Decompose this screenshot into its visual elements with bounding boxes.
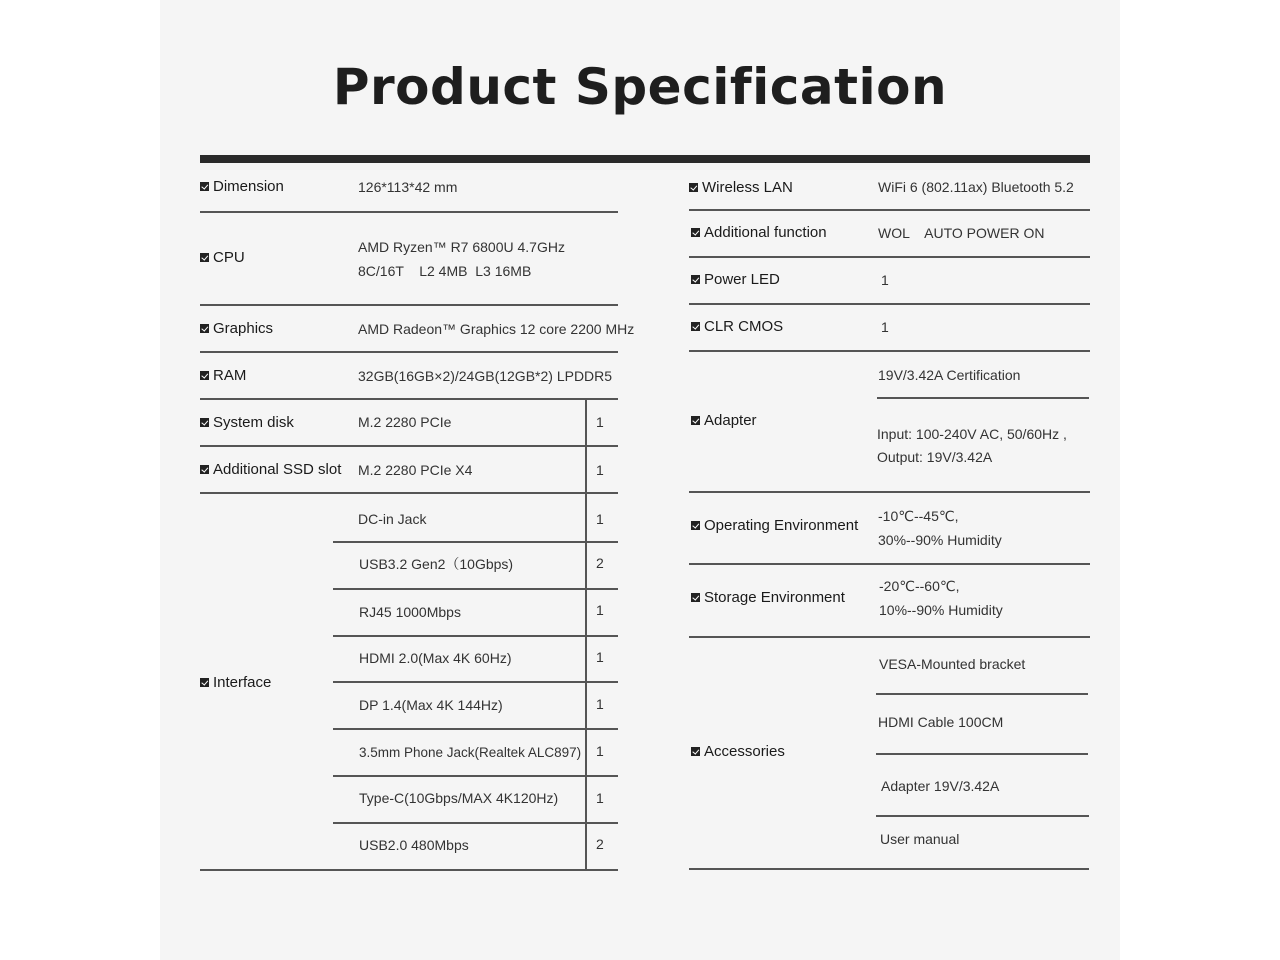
- label-text: CLR CMOS: [704, 318, 784, 335]
- checkbox-icon: [691, 322, 700, 331]
- divider: [333, 728, 618, 730]
- accessory-item: User manual: [880, 831, 960, 847]
- row-additional-value: WOL AUTO POWER ON: [878, 225, 1045, 241]
- accessory-item: HDMI Cable 100CM: [878, 714, 1004, 730]
- row-operating-value-2: 30%--90% Humidity: [878, 532, 1002, 548]
- divider: [200, 351, 618, 353]
- row-adapter-value-1: 19V/3.42A Certification: [878, 367, 1021, 383]
- checkbox-icon: [200, 465, 209, 474]
- row-ssd-slot-qty: 1: [596, 462, 604, 478]
- row-system-disk-qty: 1: [596, 414, 604, 430]
- checkbox-icon: [200, 182, 209, 191]
- divider: [200, 398, 618, 400]
- divider: [877, 397, 1089, 399]
- divider: [200, 492, 618, 494]
- divider: [333, 775, 618, 777]
- interface-qty: 2: [596, 836, 604, 852]
- interface-qty: 1: [596, 743, 604, 759]
- checkbox-icon: [689, 183, 698, 192]
- row-additional-label: [691, 224, 827, 241]
- divider: [333, 681, 618, 683]
- interface-qty: 1: [596, 790, 604, 806]
- checkbox-icon: [691, 228, 700, 237]
- divider: [689, 868, 1089, 870]
- divider: [200, 211, 618, 213]
- page-title: Product Specification: [332, 58, 948, 116]
- interface-item: DP 1.4(Max 4K 144Hz): [359, 697, 503, 713]
- divider: [876, 815, 1089, 817]
- checkbox-icon: [691, 275, 700, 284]
- row-wireless-value: WiFi 6 (802.11ax) Bluetooth 5.2: [878, 179, 1074, 195]
- label-text: Additional SSD slot: [213, 461, 342, 478]
- interface-qty: 1: [596, 602, 604, 618]
- interface-qty: 1: [596, 511, 604, 527]
- row-cpu-label: [200, 249, 245, 266]
- label-text: System disk: [213, 414, 294, 431]
- row-ssd-slot-value: M.2 2280 PCIe X4: [358, 462, 473, 478]
- divider: [689, 350, 1090, 352]
- row-storage-value-1: -20℃--60℃,: [879, 578, 960, 594]
- header-rule: [200, 155, 1090, 163]
- divider: [200, 304, 618, 306]
- interface-qty: 2: [596, 555, 604, 571]
- checkbox-icon: [691, 593, 700, 602]
- checkbox-icon: [691, 747, 700, 756]
- interface-item: Type-C(10Gbps/MAX 4K120Hz): [359, 790, 559, 806]
- divider: [689, 209, 1090, 211]
- interface-item: USB2.0 480Mbps: [359, 837, 469, 853]
- divider: [689, 303, 1090, 305]
- interface-item: DC-in Jack: [358, 511, 427, 527]
- interface-item: RJ45 1000Mbps: [359, 604, 461, 620]
- checkbox-icon: [200, 678, 209, 687]
- row-storage-label: [691, 589, 845, 606]
- row-adapter-value-3: Output: 19V/3.42A: [877, 449, 993, 465]
- accessory-item: VESA-Mounted bracket: [879, 656, 1026, 672]
- checkbox-icon: [200, 253, 209, 262]
- divider: [333, 635, 618, 637]
- divider: [333, 822, 618, 824]
- interface-item: 3.5mm Phone Jack(Realtek ALC897): [359, 745, 582, 760]
- label-text: CPU: [213, 249, 245, 266]
- row-operating-label: [691, 517, 858, 534]
- row-adapter-value-2: Input: 100-240V AC, 50/60Hz ,: [877, 426, 1067, 442]
- row-graphics-label: [200, 320, 273, 337]
- row-adapter-label: [691, 412, 757, 429]
- row-interface-label: [200, 674, 271, 691]
- row-dimension-value: 126*113*42 mm: [358, 179, 458, 195]
- accessory-item: Adapter 19V/3.42A: [881, 778, 1000, 794]
- divider: [333, 541, 618, 543]
- qty-column-divider: [585, 398, 587, 870]
- row-dimension-label: [200, 178, 284, 195]
- row-system-disk-label: [200, 414, 294, 431]
- row-system-disk-value: M.2 2280 PCIe: [358, 414, 452, 430]
- divider: [689, 563, 1090, 565]
- divider: [200, 869, 618, 871]
- row-storage-value-2: 10%--90% Humidity: [879, 602, 1003, 618]
- label-text: Graphics: [213, 320, 274, 337]
- checkbox-icon: [200, 371, 209, 380]
- label-text: Storage Environment: [704, 589, 845, 606]
- spec-panel: [160, 0, 1120, 960]
- row-operating-value-1: -10℃--45℃,: [878, 508, 959, 524]
- divider: [689, 256, 1090, 258]
- label-text: Accessories: [704, 743, 785, 760]
- interface-item: USB3.2 Gen2（10Gbps): [359, 556, 514, 572]
- divider: [876, 693, 1088, 695]
- label-text: Power LED: [704, 271, 780, 288]
- label-text: Interface: [213, 674, 272, 691]
- row-ram-label: [200, 367, 246, 384]
- row-graphics-value: AMD Radeon™ Graphics 12 core 2200 MHz: [358, 321, 635, 337]
- label-text: Wireless LAN: [702, 179, 793, 196]
- row-power-led-label: [691, 271, 780, 288]
- interface-qty: 1: [596, 696, 604, 712]
- label-text: Dimension: [213, 178, 284, 195]
- checkbox-icon: [691, 521, 700, 530]
- label-text: Operating Environment: [704, 517, 859, 534]
- interface-qty: 1: [596, 649, 604, 665]
- label-text: Adapter: [704, 412, 757, 429]
- divider: [689, 636, 1090, 638]
- row-ssd-slot-label: [200, 461, 341, 478]
- row-cpu-value-1: AMD Ryzen™ R7 6800U 4.7GHz: [358, 239, 565, 255]
- row-power-led-value: 1: [881, 272, 889, 288]
- checkbox-icon: [691, 416, 700, 425]
- row-wireless-label: [689, 179, 793, 196]
- checkbox-icon: [200, 418, 209, 427]
- row-clr-cmos-value: 1: [881, 319, 889, 335]
- row-ram-value: 32GB(16GB×2)/24GB(12GB*2) LPDDR5: [358, 368, 613, 384]
- row-clr-cmos-label: [691, 318, 783, 335]
- row-accessories-label: [691, 743, 785, 760]
- interface-item: HDMI 2.0(Max 4K 60Hz): [359, 650, 512, 666]
- label-text: Additional function: [704, 224, 827, 241]
- divider: [333, 588, 618, 590]
- checkbox-icon: [200, 324, 209, 333]
- row-cpu-value-2: 8C/16T L2 4MB L3 16MB: [358, 263, 532, 279]
- divider: [200, 445, 618, 447]
- divider: [876, 753, 1088, 755]
- divider: [689, 491, 1090, 493]
- label-text: RAM: [213, 367, 247, 384]
